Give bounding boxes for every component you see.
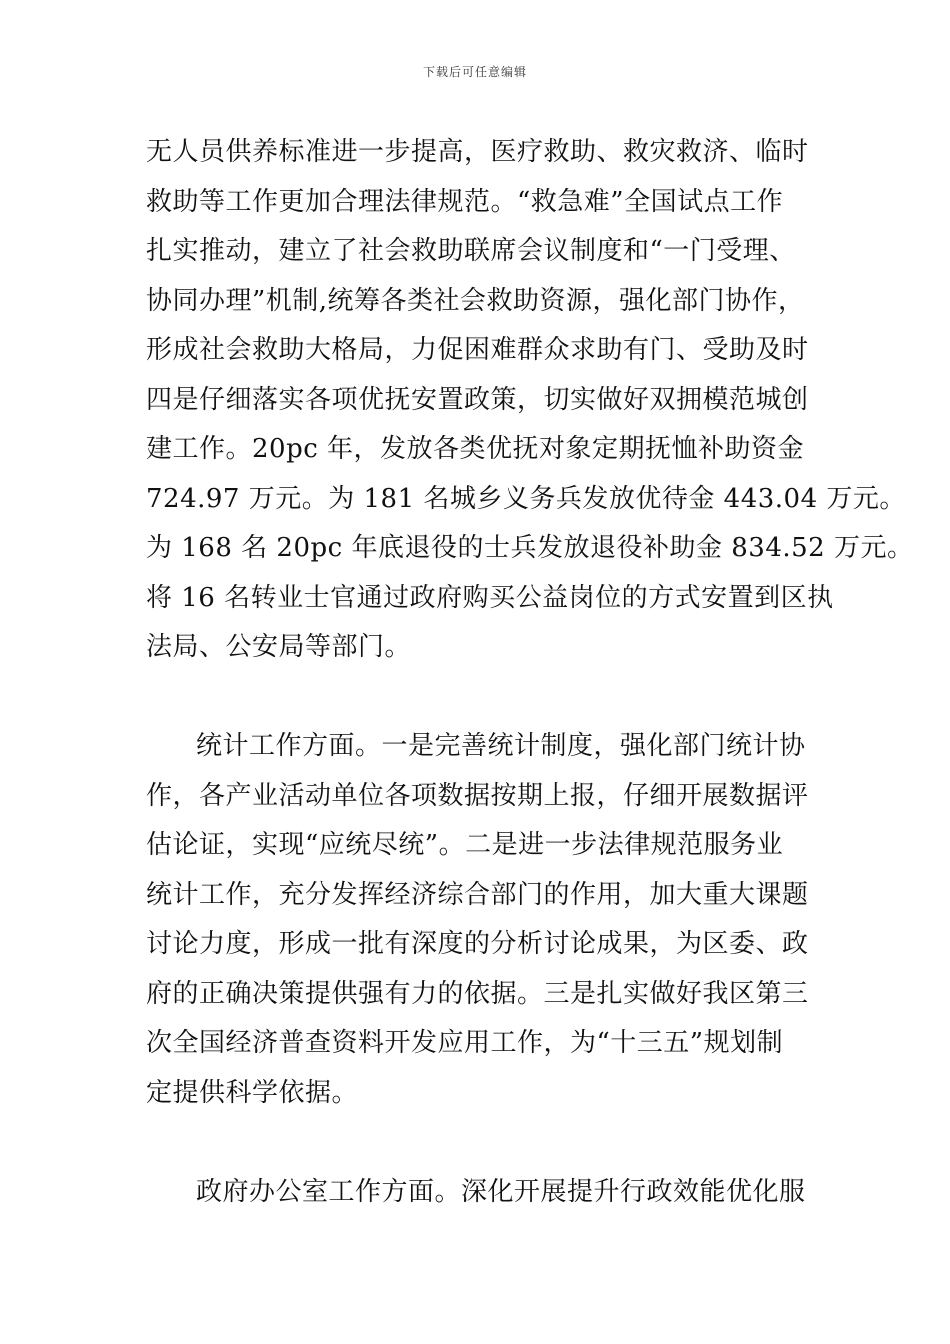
text-line: 协同办理”机制,统筹各类社会救助资源，强化部门协作， (146, 285, 805, 316)
text-line: 四是仔细落实各项优抚安置政策，切实做好双拥模范城创 (146, 384, 809, 415)
text-line: 形成社会救助大格局，力促困难群众求助有门、受助及时 (146, 335, 809, 365)
paragraph-3 (146, 1168, 826, 1218)
text-line: 统计工作方面。一是完善统计制度，强化部门统计协 (196, 731, 806, 761)
text-line: 建工作。20pc 年，发放各类优抚对象定期抚恤补助资金 (146, 434, 805, 464)
paragraph-gap (146, 1118, 826, 1168)
text-line: 统计工作，充分发挥经济综合部门的作用，加大重大课题 (146, 879, 809, 910)
paragraph-1 (146, 128, 914, 673)
paragraph-gap (146, 673, 826, 723)
text-line: 政府办公室工作方面。深化开展提升行政效能优化服 (196, 1176, 806, 1207)
text-line: 讨论力度，形成一批有深度的分析讨论成果，为区委、政 (146, 929, 809, 959)
text-line: 估论证，实现“应统尽统”。二是进一步法律规范服务业 (146, 830, 784, 860)
paragraph-2 (146, 722, 826, 1118)
text-line: 救助等工作更加合理法律规范。“救急难”全国试点工作 (146, 186, 784, 217)
text-line: 次全国经济普查资料开发应用工作，为“十三五”规划制 (146, 1028, 784, 1058)
text-line: 将 16 名转业士官通过政府购买公益岗位的方式安置到区执 (146, 582, 834, 613)
text-line: 府的正确决策提供强有力的依据。三是扎实做好我区第三 (146, 978, 809, 1009)
text-line: 724.97 万元。为 181 名城乡义务兵发放优待金 443.04 万元。 (146, 483, 906, 514)
text-line: 作，各产业活动单位各项数据按期上报，仔细开展数据评 (146, 780, 809, 811)
text-line: 为 168 名 20pc 年底退役的士兵发放退役补助金 834.52 万元。 (146, 533, 914, 563)
text-line: 定提供科学依据。 (146, 1077, 359, 1108)
text-line: 无人员供养标准进一步提高，医疗救助、救灾救济、临时 (146, 137, 809, 167)
text-line: 法局、公安局等部门。 (146, 632, 412, 662)
text-line: 扎实推动，建立了社会救助联席会议制度和“一门受理、 (146, 236, 796, 266)
header-note: 下载后可任意编辑 (422, 65, 527, 79)
body-text (146, 128, 914, 1217)
